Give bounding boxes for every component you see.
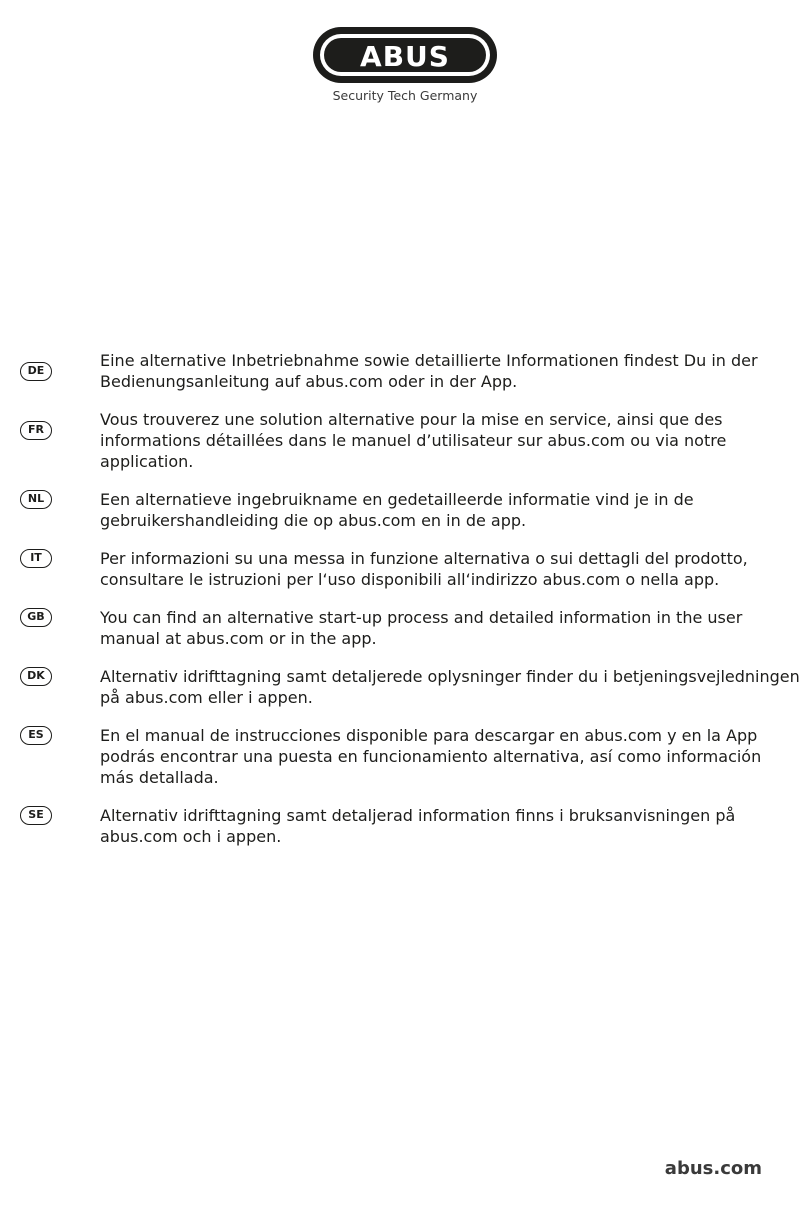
entry-nl	[0, 489, 808, 531]
entry-dk	[0, 666, 808, 708]
entry-it	[0, 548, 808, 590]
language-badge-fr: FR	[20, 421, 52, 440]
language-badge-de: DE	[20, 362, 52, 381]
language-list	[0, 350, 808, 864]
entry-gb	[0, 607, 808, 649]
language-badge-es: ES	[20, 726, 52, 745]
entry-text-se: Alternativ idrifttagning samt detaljerad information finns i bruksanvisningen på abus.com och i appen.	[100, 806, 736, 846]
entry-se	[0, 805, 808, 847]
entry-text-dk: Alternativ idrifttagning samt detaljerede oplysninger finder du i betjeningsvejledningen på abus.com eller i appen.	[100, 667, 800, 707]
entry-fr	[0, 409, 808, 472]
entry-text-de: Eine alternative Inbetriebnahme sowie detaillierte Informationen findest Du in der Bedienungsanleitung auf abus.com oder in der App.	[100, 351, 758, 391]
language-badge-se: SE	[20, 806, 52, 825]
entry-text-it: Per informazioni su una messa in funzione alternativa o sui dettagli del prodotto, consultare le istruzioni per l‘uso disponibili all‘indirizzo abus.com o nella app.	[100, 549, 748, 589]
language-badge-nl: NL	[20, 490, 52, 509]
language-badge-dk: DK	[20, 667, 52, 686]
language-badge-gb: GB	[20, 608, 52, 627]
entry-es	[0, 725, 808, 788]
entry-text-nl: Een alternatieve ingebruikname en gedetailleerde informatie vind je in de gebruikershandleiding die op abus.com en in de app.	[100, 490, 694, 530]
entry-text-es: En el manual de instrucciones disponible para descargar en abus.com y en la App podrás encontrar una puesta en funcionamiento alternativa, así como información más detallada.	[100, 726, 762, 787]
language-badge-it: IT	[20, 549, 52, 568]
entry-de	[0, 350, 808, 392]
entry-text-fr: Vous trouverez une solution alternative pour la mise en service, ainsi que des informations détaillées dans le manuel d’utilisateur sur abus.com ou via notre application.	[100, 410, 727, 471]
entry-text-gb: You can find an alternative start-up process and detailed information in the user manual at abus.com or in the app.	[100, 608, 743, 648]
footer-url: abus.com	[664, 1158, 762, 1179]
logo-wordmark: ABUS	[360, 40, 450, 73]
abus-logo	[312, 26, 498, 84]
brand-tagline: Security Tech Germany	[332, 88, 478, 103]
